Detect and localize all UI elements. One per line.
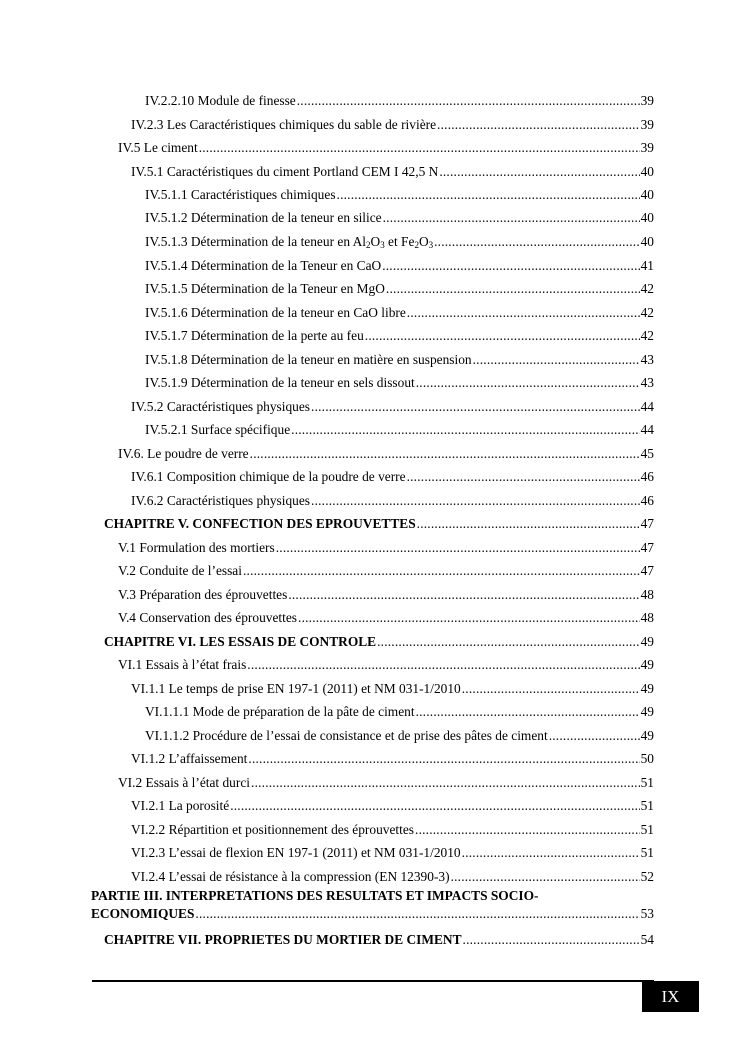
toc-page-number: 51 xyxy=(640,798,654,813)
toc-page-number: 49 xyxy=(640,704,654,719)
toc-entry-title: IV.6. Le poudre de verre xyxy=(118,446,249,461)
toc-chapter-entry[interactable] xyxy=(104,630,654,650)
toc-entry[interactable] xyxy=(118,559,654,579)
toc-entry-title: VI.2 Essais à l’état durci xyxy=(118,775,251,790)
toc-entry[interactable] xyxy=(145,89,654,109)
toc-entry[interactable] xyxy=(131,465,654,485)
formula-subscript: 2 xyxy=(414,240,419,250)
toc-entry-title xyxy=(145,234,433,250)
toc-entry[interactable] xyxy=(131,113,654,133)
toc-leader xyxy=(276,540,640,556)
toc-leader xyxy=(195,905,639,923)
toc-leader xyxy=(437,117,640,133)
toc-entry-title: VI.1.2 L’affaissement xyxy=(131,751,248,766)
toc-entry-title: VI.2.3 L’essai de flexion EN 197-1 (2011) et NM 031-1/2010 xyxy=(131,845,461,860)
toc-leader xyxy=(415,822,640,838)
page-number: IX xyxy=(661,986,680,1006)
toc-entry-title: IV.5 Le ciment xyxy=(118,140,198,155)
toc-page-number: 46 xyxy=(640,493,654,508)
toc-entry[interactable] xyxy=(131,677,654,697)
toc-entry[interactable] xyxy=(145,348,654,368)
toc-leader xyxy=(311,399,640,415)
toc-leader xyxy=(248,751,639,767)
toc-entry-title-text: IV.5.1.3 Détermination de la teneur en Al xyxy=(145,234,367,249)
toc-leader xyxy=(298,610,640,626)
toc-page-number: 51 xyxy=(640,845,654,860)
toc-leader xyxy=(337,187,640,203)
toc-entry[interactable] xyxy=(145,183,654,203)
toc-entry[interactable] xyxy=(131,489,654,509)
toc-page-number: 47 xyxy=(640,516,654,531)
toc-leader xyxy=(549,728,640,744)
toc-page-number: 40 xyxy=(640,210,654,225)
toc-page-number: 49 xyxy=(640,681,654,696)
toc-entry[interactable] xyxy=(118,583,654,603)
toc-entry-title: CHAPITRE V. CONFECTION DES EPROUVETTES xyxy=(104,516,416,531)
toc-page-number: 41 xyxy=(640,258,654,273)
formula-part: et Fe xyxy=(384,234,415,249)
toc-leader xyxy=(473,352,640,368)
toc-leader xyxy=(288,587,639,603)
toc-page-number: 45 xyxy=(640,446,654,461)
formula-part: O xyxy=(418,234,429,249)
toc-entry-title: IV.5.1.9 Détermination de la teneur en sels dissout xyxy=(145,375,415,390)
toc-page-number: 42 xyxy=(640,281,654,296)
toc-entry-title-continued xyxy=(91,905,654,923)
toc-entry-title: IV.5.1.5 Détermination de la Teneur en MgO xyxy=(145,281,385,296)
toc-entry[interactable] xyxy=(131,160,654,180)
toc-entry-title: IV.2.3 Les Caractéristiques chimiques du sable de rivière xyxy=(131,117,437,132)
toc-entry-title: IV.5.1.7 Détermination de la perte au feu xyxy=(145,328,364,343)
toc-entry-title-line2: ECONOMIQUES xyxy=(91,906,195,921)
toc-entry-title: V.3 Préparation des éprouvettes xyxy=(118,587,288,602)
toc-leader xyxy=(311,493,640,509)
toc-page-number: 47 xyxy=(640,540,654,555)
toc-part-entry[interactable] xyxy=(91,887,654,923)
toc-entry[interactable] xyxy=(145,254,654,274)
toc-entry[interactable] xyxy=(131,747,654,767)
toc-leader xyxy=(377,634,640,650)
toc-leader xyxy=(462,681,640,697)
toc-leader xyxy=(451,869,640,885)
toc-leader xyxy=(463,932,640,948)
toc-leader xyxy=(251,775,640,791)
toc-entry[interactable] xyxy=(118,606,654,626)
toc-leader xyxy=(250,446,640,462)
toc-page-number: 43 xyxy=(640,352,654,367)
toc-entry[interactable] xyxy=(145,371,654,391)
toc-leader xyxy=(407,469,640,485)
toc-entry[interactable] xyxy=(131,794,654,814)
toc-leader xyxy=(382,258,639,274)
toc-page-number: 40 xyxy=(640,187,654,202)
toc-leader xyxy=(416,704,640,720)
toc-entry-title: V.4 Conservation des éprouvettes xyxy=(118,610,298,625)
toc-page-number: 44 xyxy=(640,399,654,414)
toc-page-number: 52 xyxy=(640,869,654,884)
toc-leader xyxy=(383,210,640,226)
toc-page-number: 39 xyxy=(640,93,654,108)
toc-entry[interactable] xyxy=(145,277,654,297)
formula-subscript: 3 xyxy=(428,240,434,250)
toc-leader xyxy=(434,234,640,250)
toc-entry[interactable] xyxy=(118,442,654,462)
toc-entry-title: IV.6.2 Caractéristiques physiques xyxy=(131,493,311,508)
toc-entry-title: IV.5.1.4 Détermination de la Teneur en CaO xyxy=(145,258,382,273)
page-number-badge xyxy=(642,981,699,1012)
toc-leader xyxy=(291,422,639,438)
toc-entry-title: IV.5.1.1 Caractéristiques chimiques xyxy=(145,187,336,202)
toc-leader xyxy=(386,281,640,297)
toc-leader xyxy=(297,93,640,109)
toc-entry[interactable] xyxy=(131,841,654,861)
formula-subscript: 2 xyxy=(366,240,371,250)
toc-entry[interactable] xyxy=(145,324,654,344)
toc-leader xyxy=(462,845,640,861)
toc-page-number: 51 xyxy=(640,822,654,837)
toc-page-number: 50 xyxy=(640,751,654,766)
toc-entry-title: V.1 Formulation des mortiers xyxy=(118,540,275,555)
toc-entry-title: IV.5.1 Caractéristiques du ciment Portland CEM I 42,5 N xyxy=(131,164,439,179)
toc-entry-title: CHAPITRE VI. LES ESSAIS DE CONTROLE xyxy=(104,634,377,649)
toc-leader xyxy=(199,140,640,156)
toc-page-number: 43 xyxy=(640,375,654,390)
toc-entry-title: V.2 Conduite de l’essai xyxy=(118,563,242,578)
toc-entry-title: VI.1 Essais à l’état frais xyxy=(118,657,247,672)
toc-page-number: 48 xyxy=(640,587,654,602)
toc-page-number: 51 xyxy=(640,775,654,790)
toc-page-number: 54 xyxy=(640,932,654,947)
toc-page-number: 42 xyxy=(640,305,654,320)
toc-entry[interactable] xyxy=(118,771,654,791)
toc-page-number: 53 xyxy=(640,906,654,921)
toc-entry-title: VI.2.1 La porosité xyxy=(131,798,230,813)
toc-page-number: 39 xyxy=(640,140,654,155)
toc-entry-title: PARTIE III. INTERPRETATIONS DES RESULTATS ET IMPACTS SOCIO- xyxy=(91,888,539,903)
toc-entry[interactable] xyxy=(131,395,654,415)
toc-entry[interactable] xyxy=(145,206,654,226)
toc-leader xyxy=(230,798,639,814)
toc-entry[interactable] xyxy=(145,418,654,438)
toc-chapter-entry[interactable] xyxy=(104,512,654,532)
toc-chapter-entry[interactable] xyxy=(104,928,654,948)
toc-page-number: 40 xyxy=(640,234,654,249)
formula-subscript: 3 xyxy=(380,240,385,250)
toc-entry-title: IV.5.1.2 Détermination de la teneur en silice xyxy=(145,210,382,225)
toc-entry-title: IV.5.2 Caractéristiques physiques xyxy=(131,399,311,414)
toc-page-number: 49 xyxy=(640,657,654,672)
toc-page-number: 47 xyxy=(640,563,654,578)
toc-page-number: 49 xyxy=(640,634,654,649)
toc-entry-title: IV.6.1 Composition chimique de la poudre de verre xyxy=(131,469,406,484)
toc-page-number: 49 xyxy=(640,728,654,743)
toc-entry[interactable] xyxy=(145,301,654,321)
toc-entry-title: IV.5.2.1 Surface spécifique xyxy=(145,422,291,437)
toc-leader xyxy=(417,516,640,532)
toc-entry[interactable] xyxy=(118,536,654,556)
toc-leader xyxy=(416,375,640,391)
toc-entry[interactable] xyxy=(145,724,654,744)
toc-entry-title: IV.2.2.10 Module de finesse xyxy=(145,93,296,108)
toc-entry-title: VI.1.1 Le temps de prise EN 197-1 (2011) et NM 031-1/2010 xyxy=(131,681,461,696)
toc-entry-title: IV.5.1.8 Détermination de la teneur en matière en suspension xyxy=(145,352,472,367)
toc-entry-title: VI.1.1.2 Procédure de l’essai de consistance et de prise des pâtes de ciment xyxy=(145,728,548,743)
toc-entry[interactable] xyxy=(131,818,654,838)
formula-part: O xyxy=(370,234,381,249)
toc-page-number: 39 xyxy=(640,117,654,132)
toc-page-number: 48 xyxy=(640,610,654,625)
toc-entry[interactable] xyxy=(145,230,654,250)
toc-leader xyxy=(243,563,640,579)
toc-entry[interactable] xyxy=(118,136,654,156)
toc-leader xyxy=(365,328,640,344)
toc-leader xyxy=(439,164,639,180)
toc-entry-title: IV.5.1.6 Détermination de la teneur en CaO libre xyxy=(145,305,406,320)
toc-page-number: 44 xyxy=(640,422,654,437)
toc-entry-title: VI.1.1.1 Mode de préparation de la pâte de ciment xyxy=(145,704,415,719)
toc-entry[interactable] xyxy=(145,700,654,720)
toc-page-number: 42 xyxy=(640,328,654,343)
toc-page-number: 46 xyxy=(640,469,654,484)
toc-leader xyxy=(247,657,639,673)
toc-leader xyxy=(407,305,640,321)
toc-entry[interactable] xyxy=(131,865,654,885)
toc-page-number: 40 xyxy=(640,164,654,179)
footer-rule xyxy=(92,980,654,982)
toc-entry-title: CHAPITRE VII. PROPRIETES DU MORTIER DE CIMENT xyxy=(104,932,462,947)
toc-entry-title: VI.2.4 L’essai de résistance à la compression (EN 12390-3) xyxy=(131,869,450,884)
toc-entry[interactable] xyxy=(118,653,654,673)
toc-entry-title: VI.2.2 Répartition et positionnement des éprouvettes xyxy=(131,822,415,837)
